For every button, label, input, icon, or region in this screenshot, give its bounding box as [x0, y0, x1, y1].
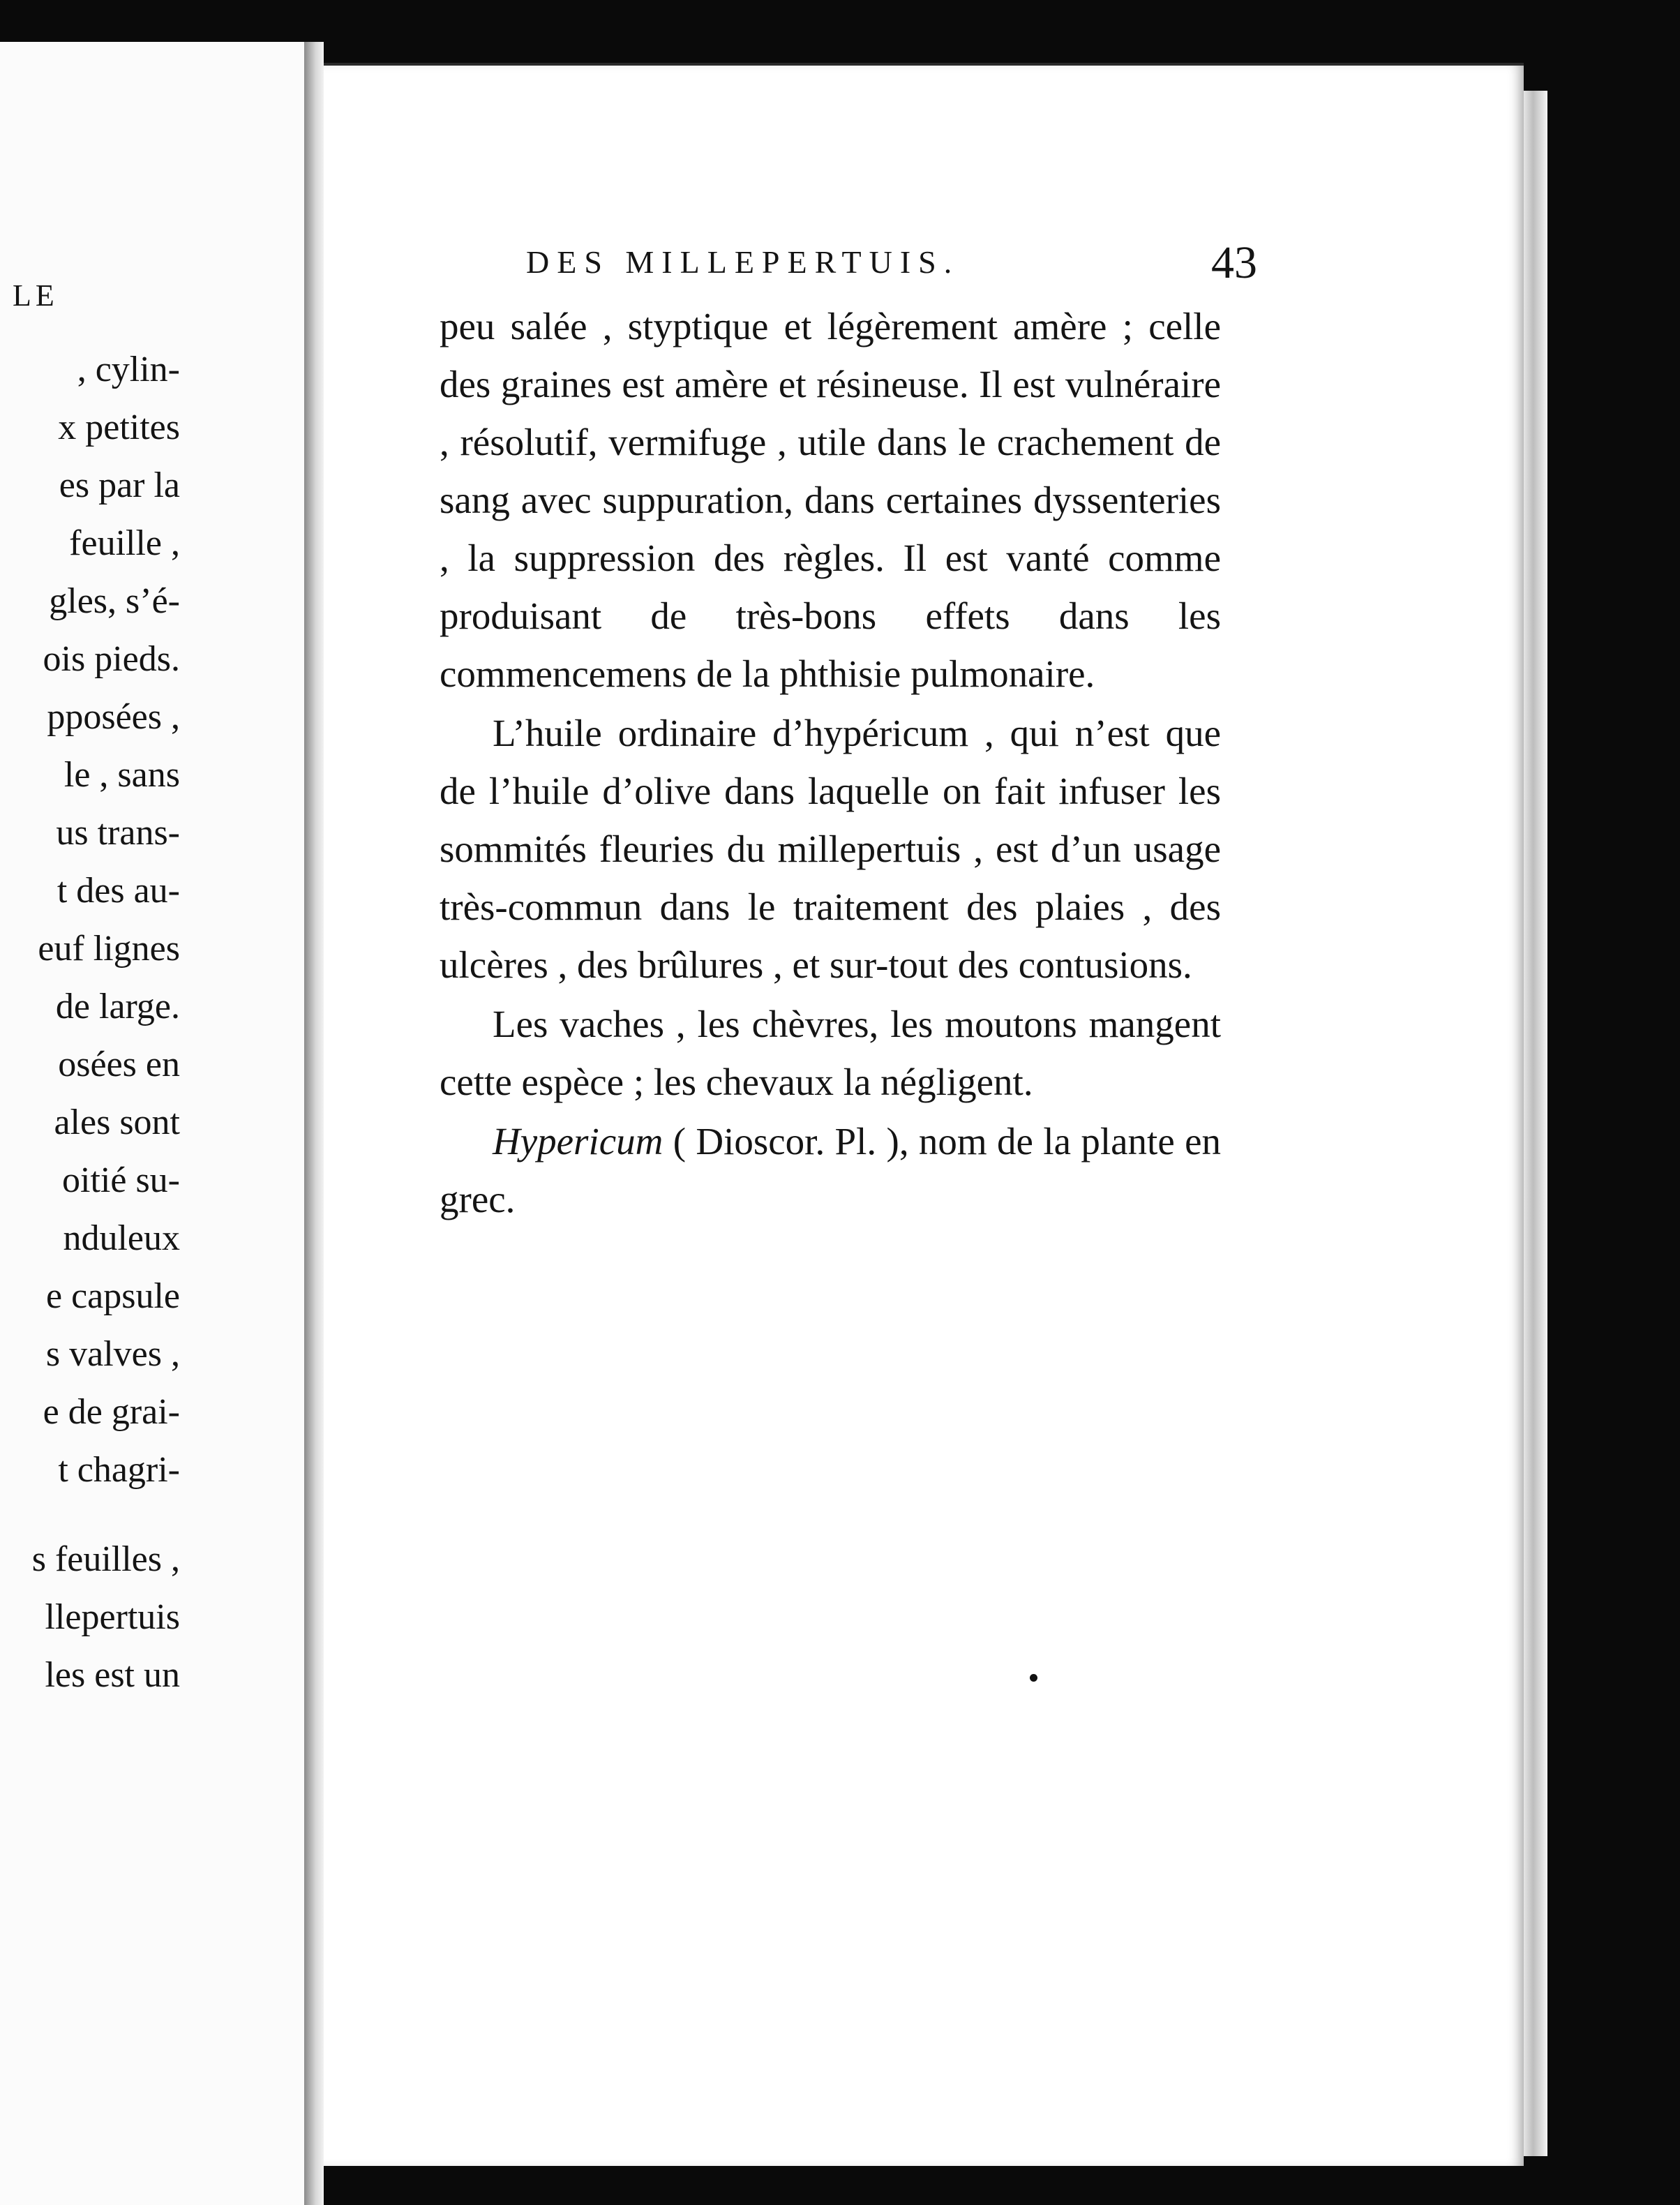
- book-gutter: [304, 42, 324, 2205]
- left-page-line: t des au-: [57, 871, 180, 911]
- paragraph-4: [440, 1112, 1221, 1228]
- right-page: [324, 63, 1524, 2166]
- left-page-line: s valves ,: [45, 1334, 180, 1374]
- page-edge: [1524, 91, 1547, 2156]
- left-page-line: e de grai-: [43, 1392, 180, 1432]
- left-page-line: ales sont: [54, 1102, 180, 1142]
- left-page-line: , cylin-: [77, 350, 180, 389]
- left-page-line: oitié su-: [62, 1160, 180, 1200]
- left-page-line: llepertuis: [45, 1597, 180, 1637]
- body-text: [440, 297, 1221, 1228]
- left-page-line: e capsule: [45, 1276, 180, 1316]
- left-page-line: les est un: [45, 1655, 180, 1695]
- running-head-title: DES MILLEPERTUIS.: [526, 244, 960, 280]
- left-page-line: us trans-: [56, 813, 180, 853]
- left-page-line: es par la: [59, 465, 180, 505]
- paragraph-4-text: ( Dioscor. Pl. ), nom de la plante en grec.: [440, 1120, 1221, 1220]
- left-page-running-head: LE: [13, 278, 59, 313]
- left-facing-page: [0, 42, 306, 2205]
- ink-dot: [1030, 1674, 1037, 1682]
- paragraph-4-italic-term: Hypericum: [493, 1120, 663, 1163]
- page-number: 43: [1211, 237, 1257, 288]
- left-page-line: x petites: [58, 408, 180, 447]
- left-page-line: pposées ,: [47, 697, 180, 737]
- left-page-line: de large.: [55, 987, 180, 1026]
- left-page-line: feuille ,: [69, 523, 180, 563]
- left-page-line: ois pieds.: [43, 639, 180, 679]
- left-page-line: osées en: [58, 1045, 180, 1084]
- running-head: [526, 237, 1257, 288]
- left-page-line: le , sans: [63, 755, 180, 795]
- left-page-line: s feuilles ,: [31, 1539, 180, 1579]
- left-page-line: gles, s’é-: [49, 581, 180, 621]
- left-page-line: euf lignes: [38, 929, 180, 969]
- left-page-line: t chagri-: [58, 1450, 180, 1490]
- paragraph-1: peu salée , styptique et légèrement amère ; celle des graines est amère et résineuse. Il est vulnéraire , résolutif, vermifuge , utile dans le crachement de sang avec suppuration, dans certaines dyssenteries , la suppression des règles. Il est vanté comme produisant de très-bons effets dans les commencemens de la phthisie pulmonaire.: [440, 305, 1221, 695]
- left-page-line: nduleux: [63, 1218, 180, 1258]
- paragraph-2: L’huile ordinaire d’hypéricum , qui n’est que de l’huile d’olive dans laquelle on fait infuser les sommités fleuries du millepertuis , est d’un usage très-commun dans le traitement des plaies , des ulcères , des brûlures , et sur-tout des contusions.: [440, 712, 1221, 986]
- paragraph-3: Les vaches , les chèvres, les moutons mangent cette espèce ; les chevaux la négligent.: [440, 1003, 1221, 1103]
